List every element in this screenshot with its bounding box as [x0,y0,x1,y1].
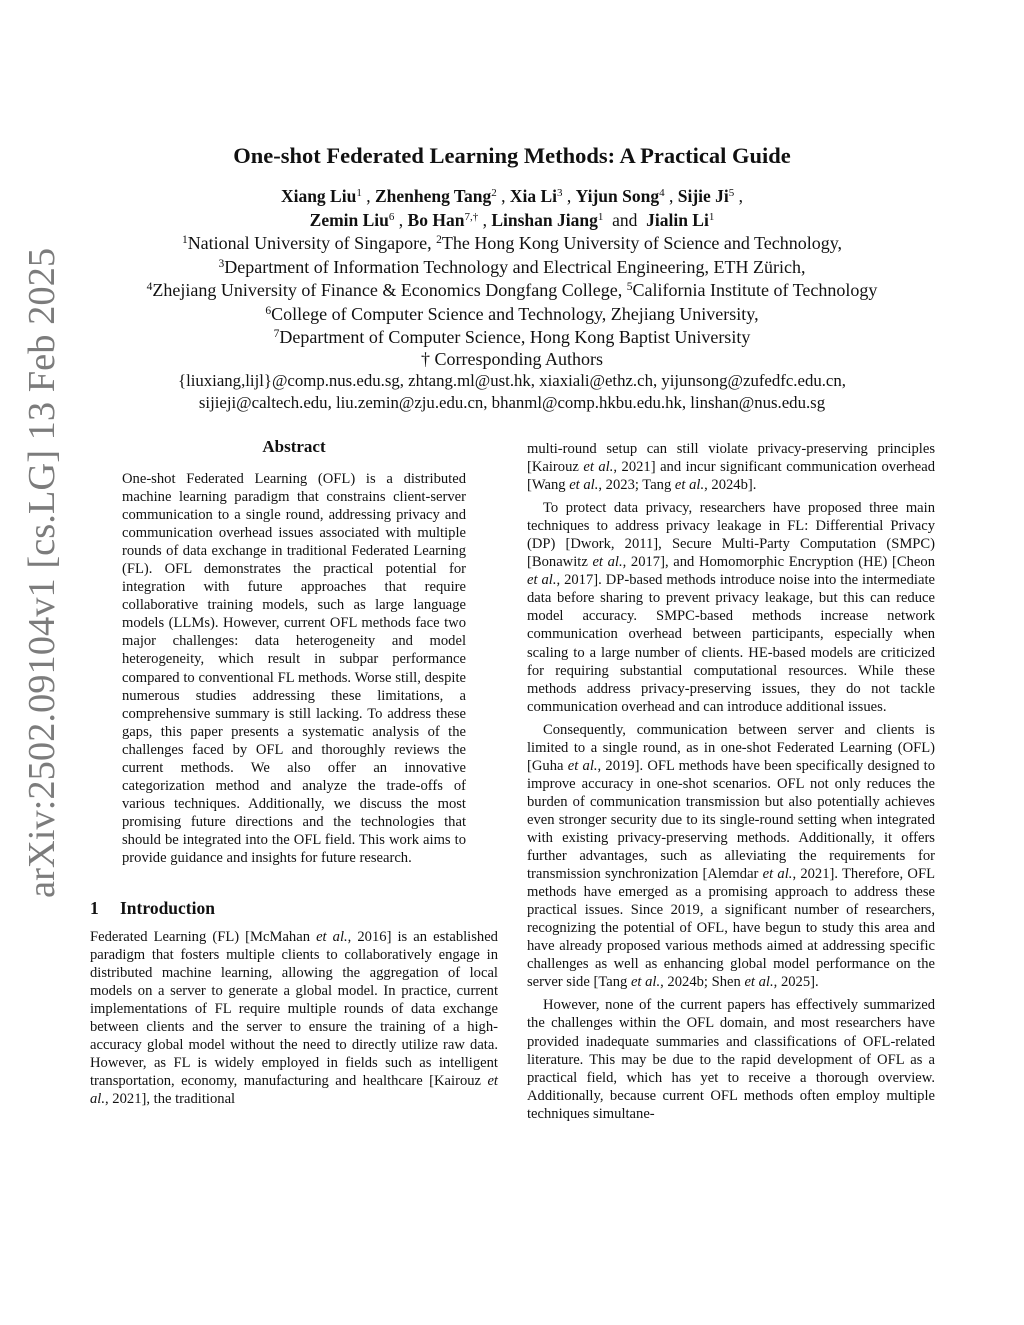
author-name: Linshan Jiang [491,210,598,230]
left-column [90,436,498,1109]
arxiv-identifier: arXiv:2502.09104v1 [cs.LG] 13 Feb 2025 [21,247,63,898]
author-emails [0,370,1024,414]
affiliation-2: The Hong Kong University of Science and Technology, [441,233,843,253]
email-line-1: {liuxiang,lijl}@comp.nus.edu.sg, zhtang.ml@ust.hk, xiaxiali@ethz.ch, yijunsong@zufedfc.edu.cn, [178,371,846,390]
affiliation-4: Zhejiang University of Finance & Economics Dongfang College, [152,280,627,300]
intro-paragraph-continued: multi-round setup can still violate privacy-preserving principles [Kairouz et al., 2021] and incur significant communication overhead [Wang et al., 2023; Tang et al., 2024b]. [527,441,935,494]
author-affil-mark: 2 [491,187,497,199]
affiliation-1: National University of Singapore, [187,233,437,253]
affiliation-7: Department of Computer Science, Hong Kong Baptist University [279,327,751,347]
author-affil-mark: 7,† [464,211,479,223]
intro-paragraph-3: Consequently, communication between server and clients is limited to a single round, as in one-shot Federated Learning (OFL) [Guha et al., 2019]. OFL methods have been specifically designed to improve accuracy in one-shot scenarios. OFL not only reduces the burden of communication transmission but also potentially achieves even stronger security due to its single-round setting when integrated with existing privacy-preserving methods. Additionally, it offers further advantages, such as alleviating the requirements for transmission synchronization [Alemdar et al., 2021]. Therefore, OFL methods have emerged as a promising approach to address these practical issues. Since 2019, a significant number of researchers, recognizing the potential of OFL, have begun to study this area and have already proposed various methods aimed at addressing specific challenges as well as enhancing global model performance on the server side [Tang et al., 2024b; Shen et al., 2025]. [527,721,935,991]
author-affil-mark: 5 [728,187,735,199]
author-list [0,184,1024,232]
author-name: Jialin Li [646,210,709,230]
right-column [527,440,935,1123]
intro-paragraph-4: However, none of the current papers has effectively summarized the challenges within the OFL domain, and most researchers have provided inadequate summaries and classifications of OFL-related literature. This may be due to the rapid development of OFL as a practical field, which has yet to receive a thorough overview. Additionally, because current OFL methods often employ multiple techniques simultane- [527,997,935,1122]
affiliation-line: $^6$College of Computer Science and Technology, Zhejiang University, [265,303,759,324]
affiliation-6: College of Computer Science and Technology, Zhejiang University, [271,303,759,324]
abstract-heading: Abstract [262,437,326,456]
author-affil-mark: 1 [708,211,715,223]
author-name: Yijun Song [575,186,660,206]
section-number: 1 [90,898,99,919]
author-name: Xiang Liu [280,186,357,206]
author-name: Zemin Liu [309,210,389,230]
author-name: Bo Han [407,210,465,230]
abstract-text: One-shot Federated Learning (OFL) is a distributed machine learning paradigm that constrains client-server communication to a single round, addressing privacy and communication overhead issues associated with multiple rounds of data exchange in traditional Federated Learning (FL). OFL demonstrates the practical potential for integration with future approaches that require collaborative training models, such as large language models (LLMs). However, current OFL methods face two major challenges: data heterogeneity and model heterogeneity, which result in subpar performance compared to conventional FL methods. Worse still, despite numerous studies addressing these limitations, a comprehensive summary is still lacking. To address these gaps, this paper presents a systematic analysis of the challenges faced by OFL and thoroughly reviews the current methods. We also offer an innovative categorization method and analyze the trade-offs of various techniques. Additionally, we discuss the most promising future directions and the technologies that should be integrated into the OFL field. This work aims to provide guidance and insights for future research. [122,471,466,866]
paper-title: One-shot Federated Learning Methods: A Practical Guide [233,143,791,168]
affiliation-line: $^4$Zhejiang University of Finance & Economics Dongfang College, $^5$California Institute of Technology [146,280,878,300]
affiliation-line: $^3$Department of Information Technology and Electrical Engineering, ETH Zürich, [218,256,806,277]
affiliation-3: Department of Information Technology and Electrical Engineering, ETH Zürich, [224,256,806,277]
author-affil-mark: 6 [388,211,395,223]
author-name: Zhenheng Tang [374,186,492,206]
author-conjunction: and [612,210,638,230]
author-affil-mark: 1 [356,187,362,199]
author-affil-mark: 1 [597,211,604,223]
author-affil-mark: 4 [659,187,665,199]
intro-paragraph-2: To protect data privacy, researchers have proposed three main techniques to address privacy leakage in FL: Differential Privacy (DP) [Dwork, 2011], Secure Multi-Party Computation (SMPC) [Bonawitz et al., 2017], and Homomorphic Encryption (HE) [Cheon et al., 2017]. DP-based methods introduce noise into the intermediate data before sharing to prevent privacy leakage, but this can reduce model accuracy. SMPC-based methods increase network communication overhead between participants, especially when scaling to a large number of clients. HE-based models are criticized for requiring substantial computational resources. While these methods address privacy-preserving issues, they do not tackle communication overhead and can introduce additional issues. [527,500,935,715]
section-heading-introduction [90,897,498,919]
intro-paragraph-1: Federated Learning (FL) [McMahan et al., 2016] is an established paradigm that fosters multiple clients to collaboratively engage in distributed machine learning, allowing the aggregation of local models on a server to generate a global model. In practice, current implementations of FL require multiple rounds of data exchange between clients and the server to ensure the training of a high-accuracy global model without the need to directly utilize raw data. However, as FL is widely employed in fields such as intelligent transportation, economy, manufacturing and healthcare [Kairouz et al., 2021], the traditional [90,929,498,1108]
author-name: Xia Li [509,186,557,206]
affiliation-line: $^7$Department of Computer Science, Hong Kong Baptist University [273,327,751,347]
author-name: Sijie Ji [677,186,729,206]
author-line-2: Zemin Liu$^6$ , Bo Han$^{7,\dagger}$ , Linshan Jiang$^1$ and Jialin Li$^1$ [309,210,715,230]
section-title: Introduction [120,898,215,919]
affiliation-line: $^1$National University of Singapore, $^2$The Hong Kong University of Science and Technology, [181,233,843,253]
author-line-1: Xiang Liu$^1$ , Zhenheng Tang$^2$ , Xia Li$^3$ , Yijun Song$^4$ , Sijie Ji$^5$ , [280,186,744,206]
author-affil-mark: 3 [557,187,563,199]
corresponding-authors-note: † Corresponding Authors [421,348,603,369]
affiliation-5: California Institute of Technology [632,280,878,300]
affiliations [0,232,1024,368]
email-line-2: sijieji@caltech.edu, liu.zemin@zju.edu.cn, bhanml@comp.hkbu.edu.hk, linshan@nus.edu.sg [198,393,826,412]
